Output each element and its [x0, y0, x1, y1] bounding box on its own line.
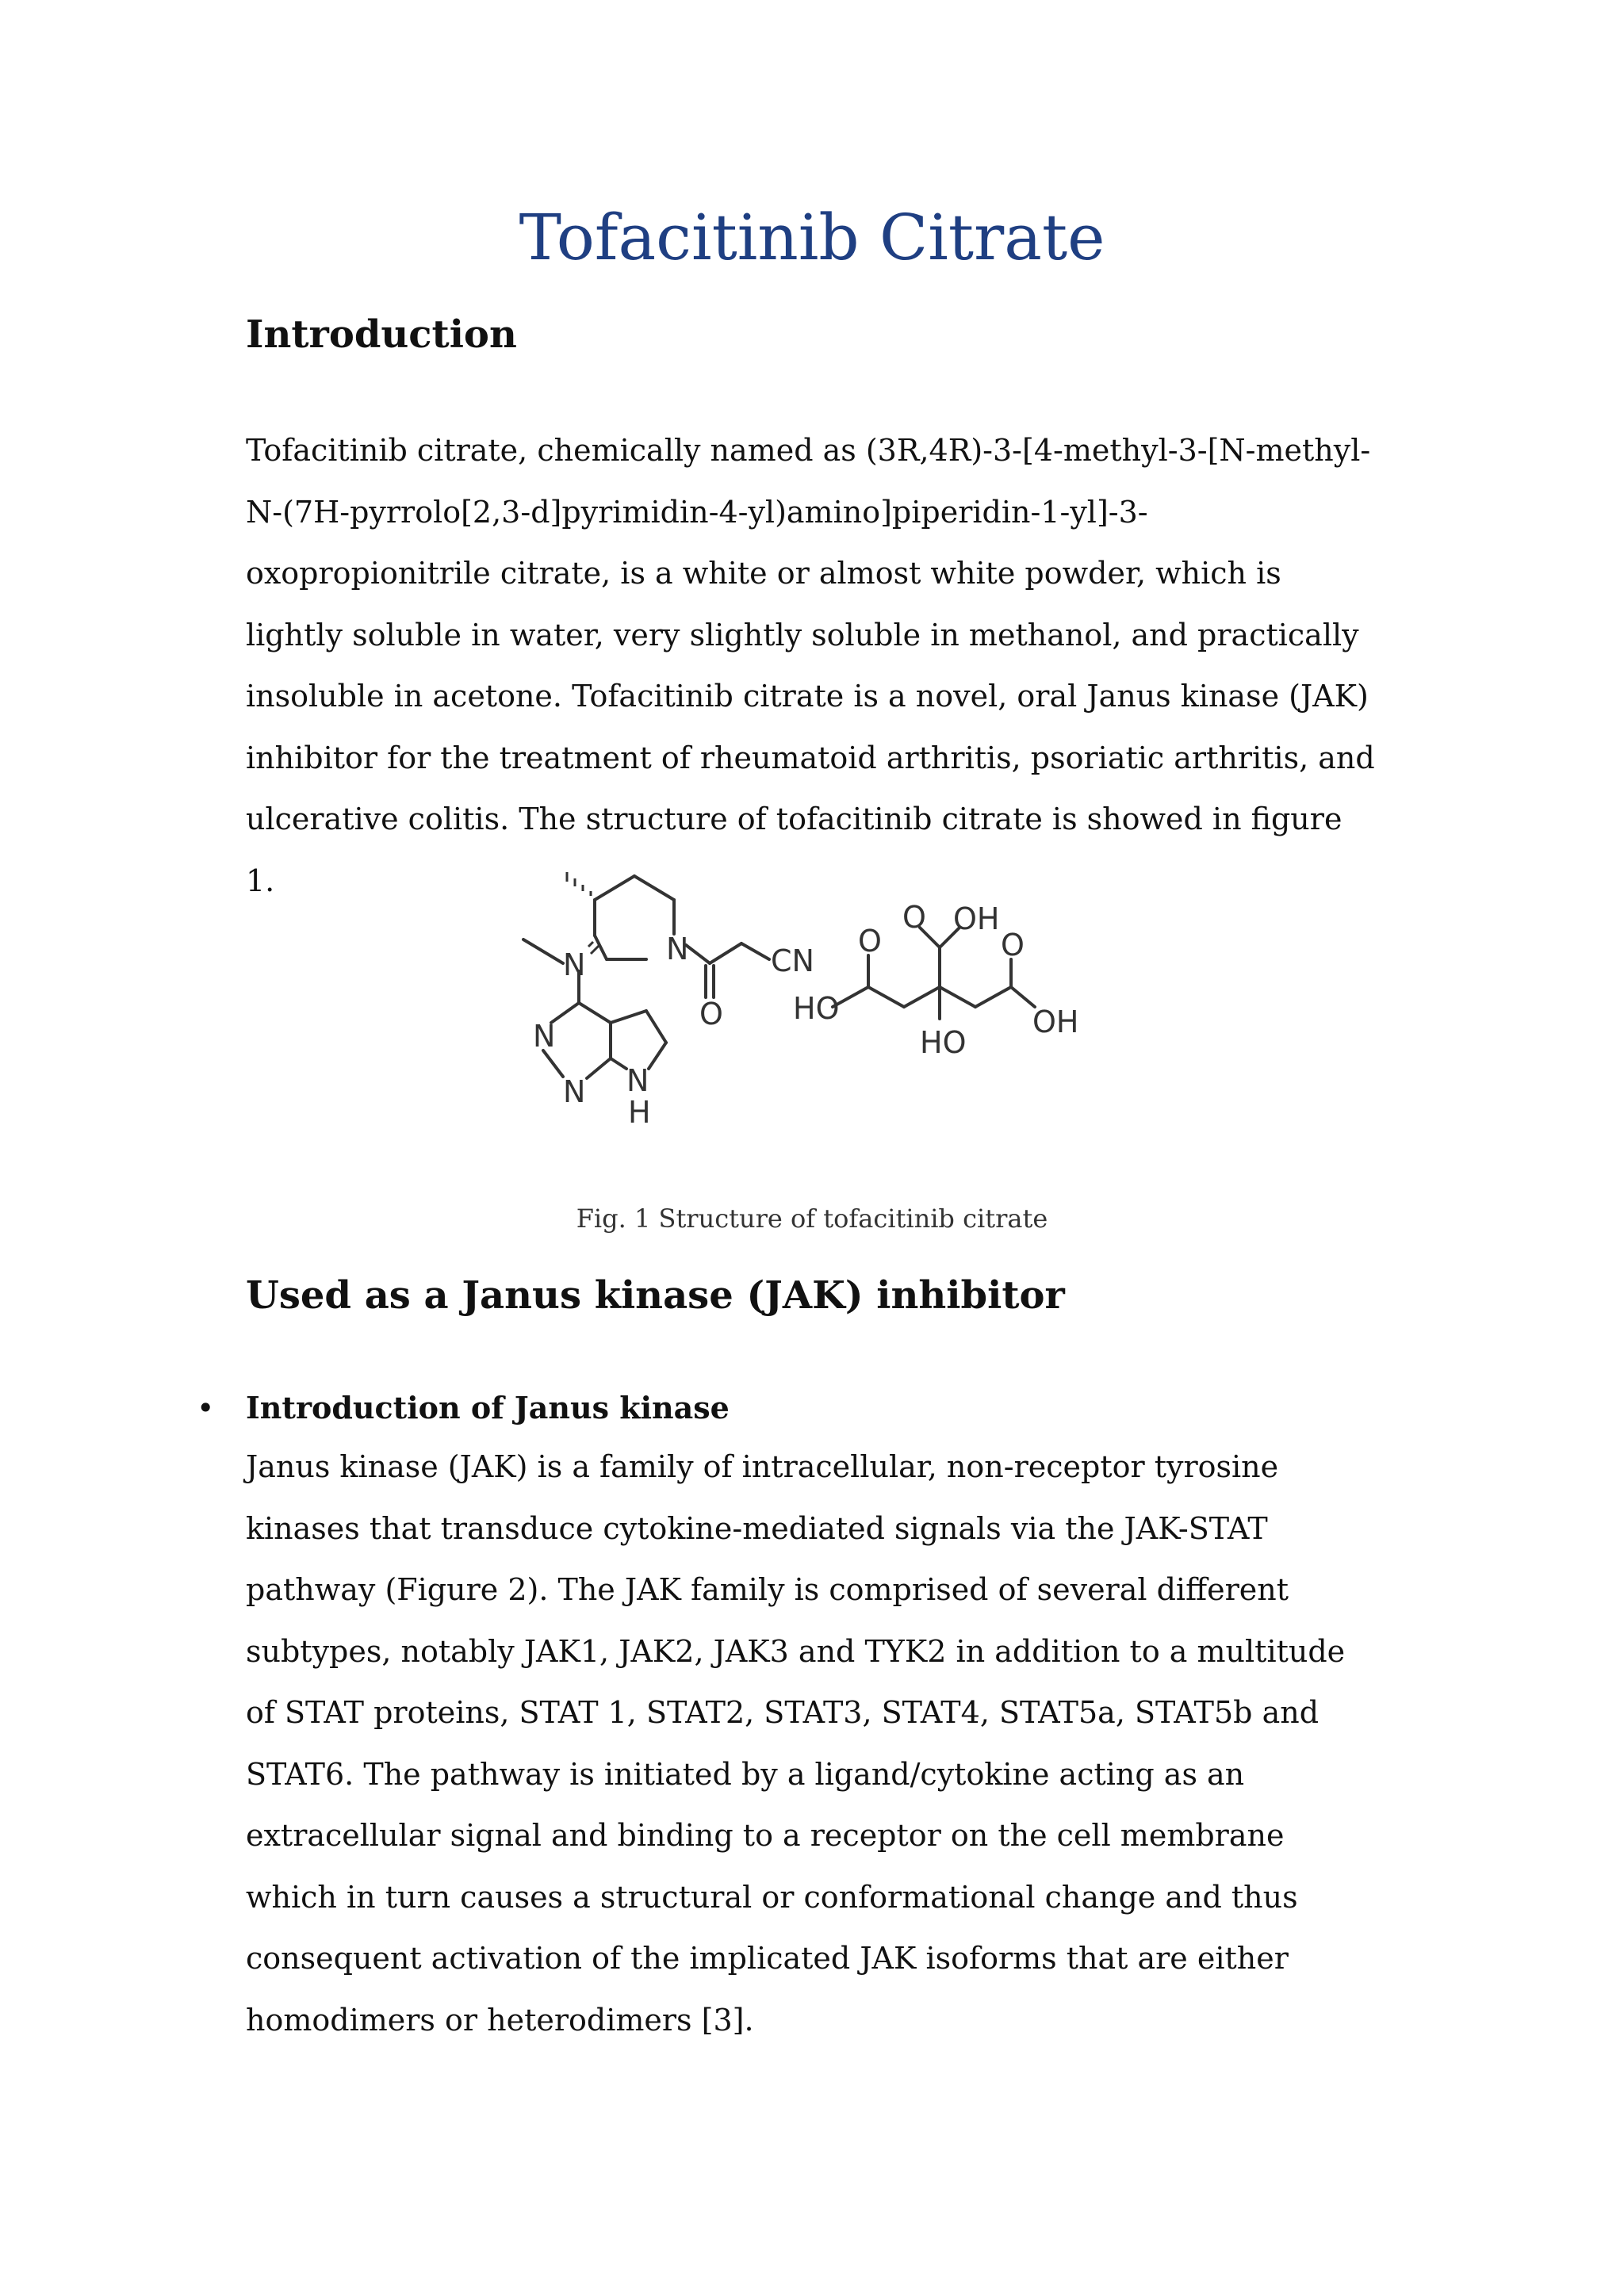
atom-label-o-acid-top: O	[902, 900, 926, 935]
bond	[523, 939, 563, 963]
atom-label-ho-center: HO	[920, 1025, 967, 1060]
atom-label-n-amine: N	[563, 947, 586, 982]
bond	[686, 945, 710, 963]
stereo-hash	[591, 946, 599, 954]
bond	[710, 943, 741, 963]
bullet-label: Introduction of Janus kinase	[246, 1390, 730, 1425]
bond	[904, 987, 940, 1007]
atom-label-o-acid-right: O	[1001, 928, 1025, 962]
atom-label-n-pyrimidine-top: N	[533, 1019, 556, 1054]
atom-label-o-acid-left: O	[858, 924, 882, 959]
figure-caption: Fig. 1 Structure of tofacitinib citrate	[576, 1203, 1048, 1234]
bond	[940, 987, 975, 1007]
bond	[975, 987, 1011, 1007]
bullet-marker: •	[197, 1391, 215, 1425]
atom-label-nh-h: H	[628, 1095, 651, 1130]
page-title: Tofacitinib Citrate	[519, 201, 1105, 274]
bond	[646, 1011, 666, 1043]
atom-label-n-piperidine: N	[666, 932, 689, 966]
atom-label-oh-top: OH	[953, 901, 1000, 936]
bond	[543, 1050, 563, 1077]
atom-label-oh-right: OH	[1032, 1004, 1079, 1039]
bond	[741, 943, 769, 959]
atom-label-nh-n: N	[626, 1063, 649, 1098]
bond	[611, 1011, 646, 1023]
janus-kinase-paragraph: Janus kinase (JAK) is a family of intracellular, non-receptor tyrosine kinases that transduce cytokine-mediated signals via the JAK-STAT pathway (Figure 2). The JAK family is comprised of several different subtypes, notably JAK1, JAK2, JAK3 and TYK2 in addition to a multitude of STAT proteins, STAT 1, STAT2, STAT3, STAT4, STAT5a, STAT5b and STAT6. The pathway is initiated by a ligand/cytokine acting as an extracellular signal and binding to a receptor on the cell membrane which in turn causes a structural or conformational change and thus consequent activation of the implicated JAK isoforms that are either homodimers or heterodimers [3].	[246, 1449, 1346, 2038]
bond	[634, 876, 674, 900]
section-heading-introduction: Introduction	[246, 312, 517, 357]
bond	[868, 987, 904, 1007]
stereo-hash	[588, 942, 593, 947]
atom-label-o-carbonyl: O	[699, 997, 723, 1031]
bond	[649, 1043, 666, 1069]
bond	[579, 1003, 611, 1023]
bond	[1011, 987, 1035, 1007]
section-heading-jak-inhibitor: Used as a Janus kinase (JAK) inhibitor	[246, 1273, 1065, 1318]
atom-label-n-pyrimidine-bottom: N	[563, 1074, 586, 1109]
bond	[595, 876, 634, 900]
bullet-item-janus-kinase	[197, 1384, 1386, 1432]
atom-label-ho-left: HO	[793, 991, 840, 1026]
introduction-paragraph: Tofacitinib citrate, chemically named as (3R,4R)-3-[4-methyl-3-[N-methyl-N-(7H-pyrrolo[2,3-d]pyrimidin-4-yl)amino]piperidin-1-yl]-3-oxopropionitrile citrate, is a white or almost white powder, which is lightly soluble in water, very slightly soluble in methanol, and practically insoluble in acetone. Tofacitinib citrate is a novel, oral Janus kinase (JAK) inhibitor for the treatment of rheumatoid arthritis, psoriatic arthritis, and ulcerative colitis. The structure of tofacitinib citrate is showed in figure 1.	[246, 433, 1375, 898]
atom-label-cn: CN	[771, 943, 814, 978]
bond	[611, 1058, 626, 1069]
bond	[587, 1058, 611, 1078]
structure-figure	[468, 856, 1182, 1158]
